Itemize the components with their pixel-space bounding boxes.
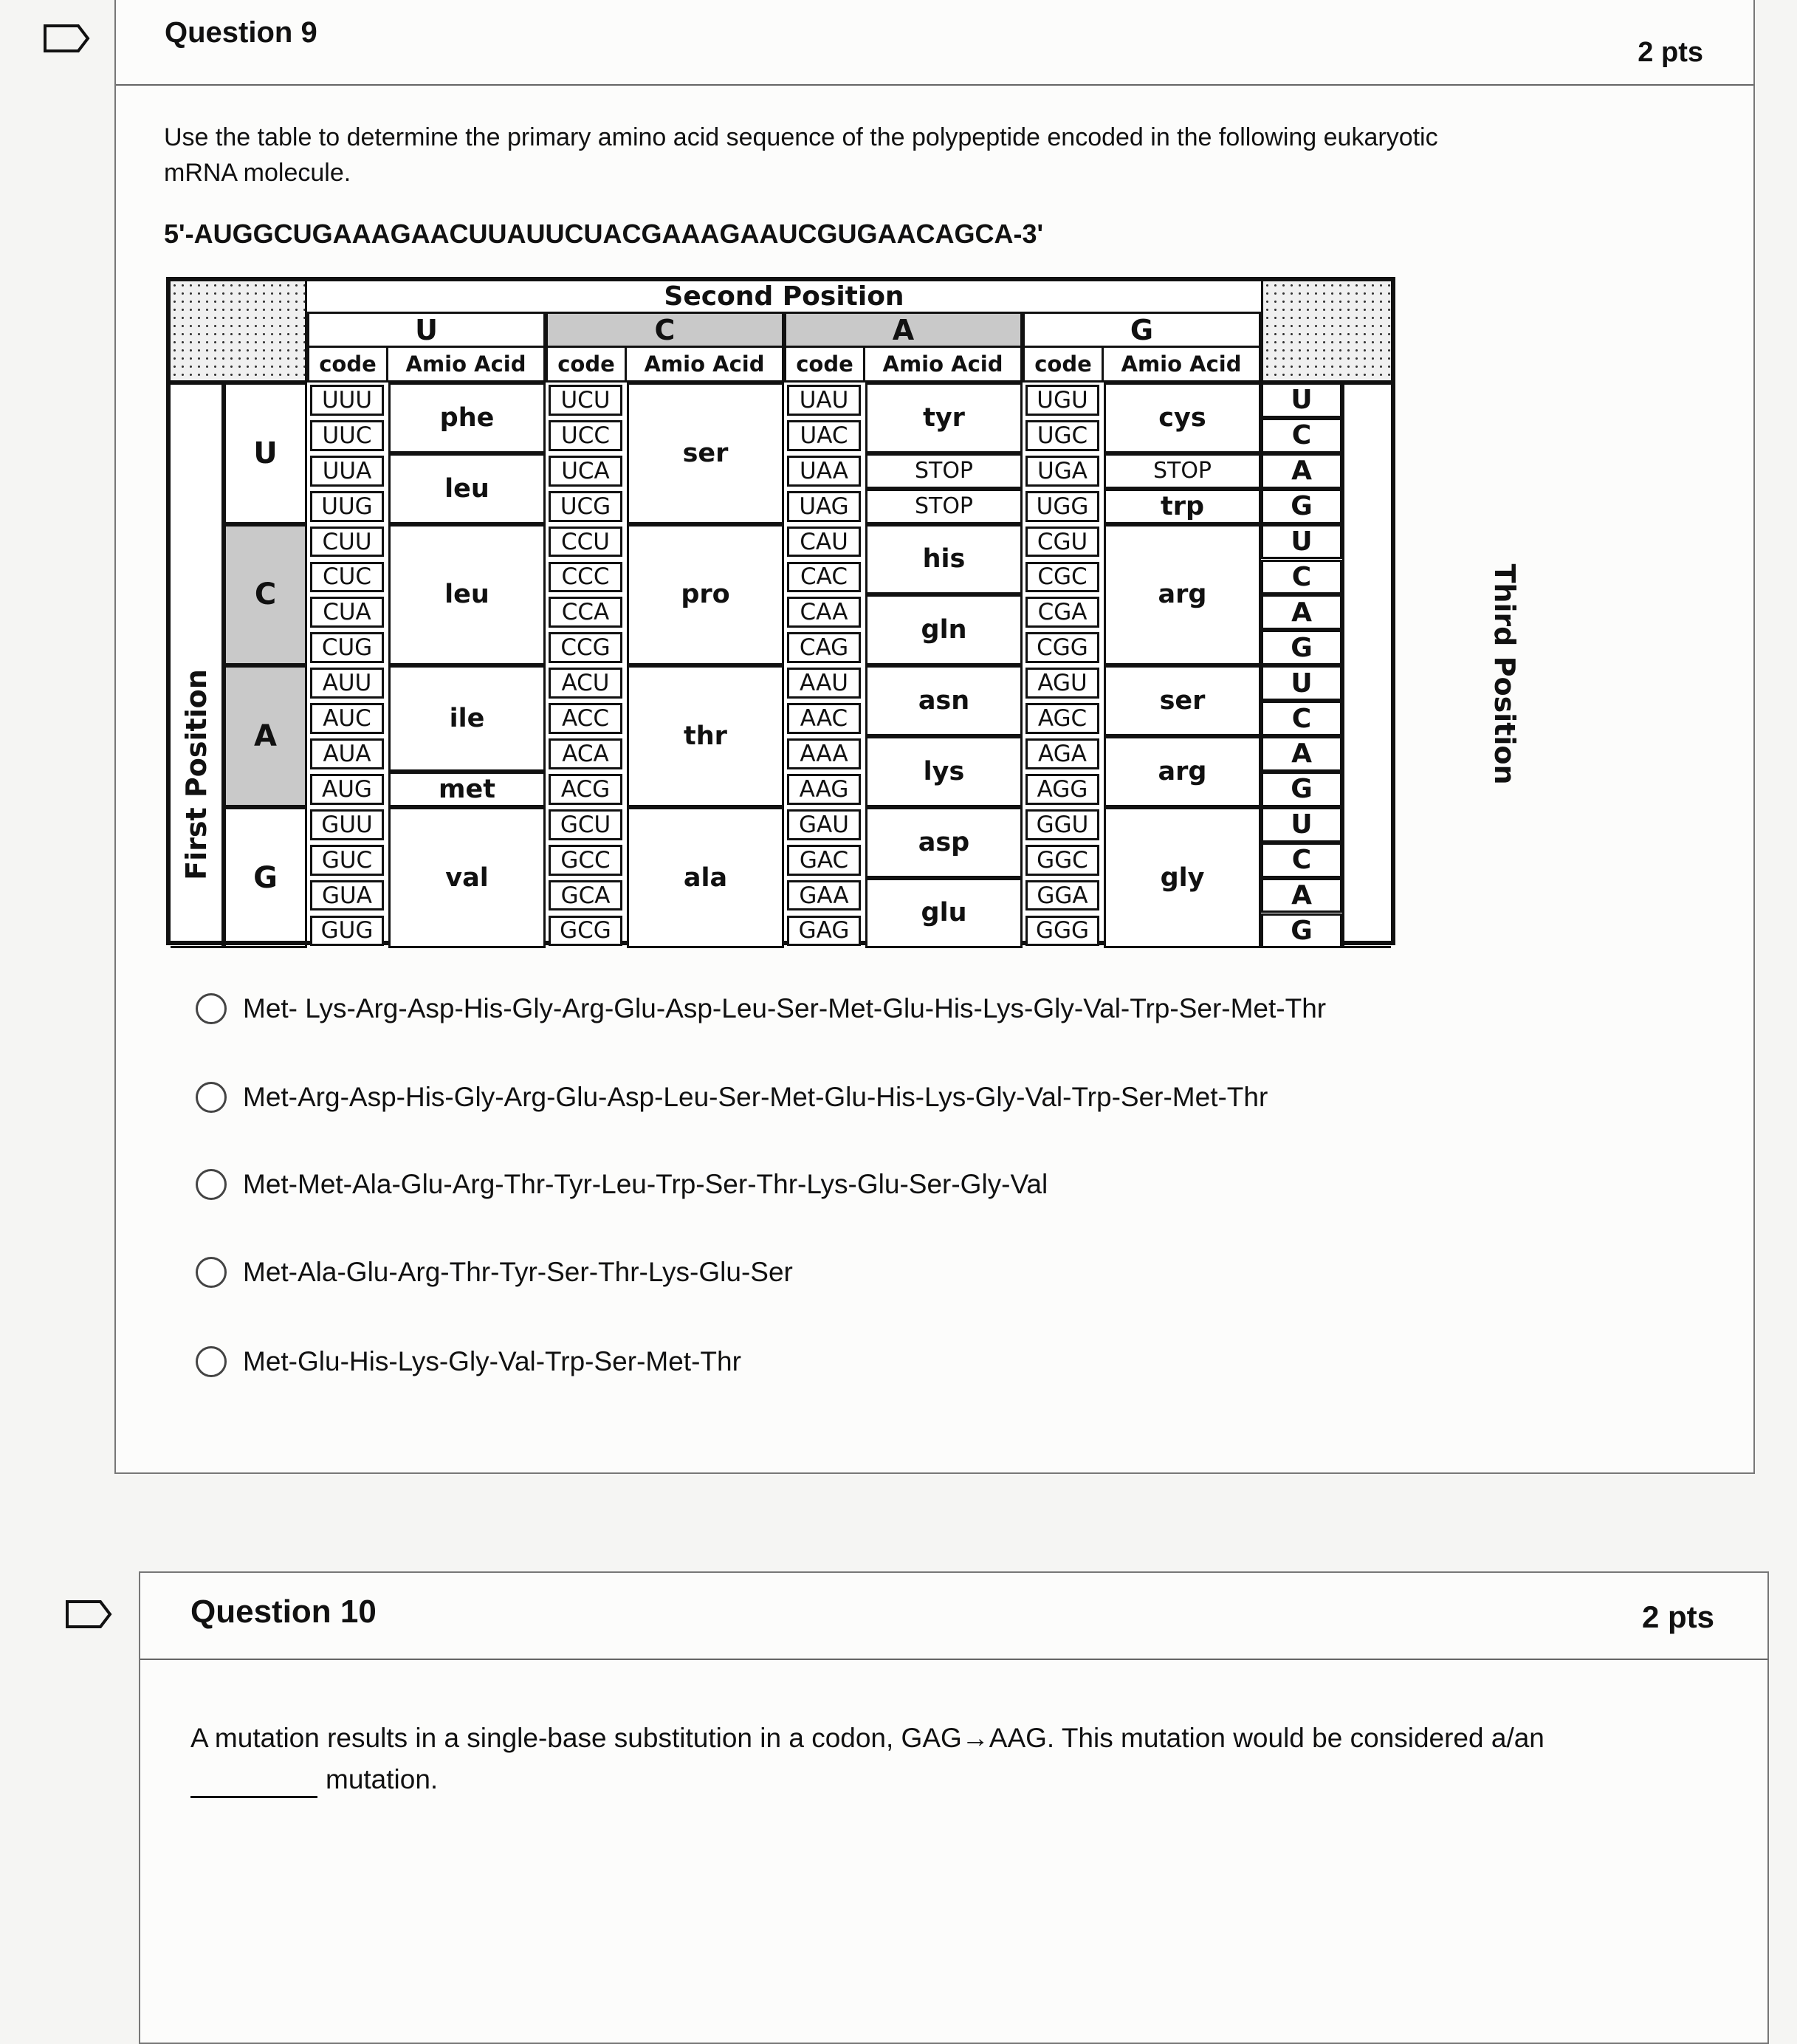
codon-cell: GUG — [310, 916, 384, 947]
third-position-base: G — [1261, 630, 1342, 665]
question-9-header — [116, 0, 1753, 86]
codon-cell: CCG — [549, 632, 622, 663]
codon-cell: AAC — [787, 703, 861, 734]
first-position-base: G — [224, 807, 307, 949]
amino-acid-header: Amio Acid — [1104, 348, 1261, 383]
codon-cell: CAA — [787, 597, 861, 628]
code-header: code — [546, 348, 627, 383]
amino-acid-cell: trp — [1104, 489, 1261, 524]
codon-cell: AAU — [787, 668, 861, 699]
third-position-base: A — [1261, 453, 1342, 489]
codon-cell: AGA — [1025, 738, 1099, 769]
codon-cell: UGA — [1025, 456, 1099, 487]
codon-cell: AGC — [1025, 703, 1099, 734]
amino-acid-cell: his — [865, 524, 1023, 595]
codon-cell: GCA — [549, 880, 622, 911]
codon-cell: UGU — [1025, 385, 1099, 416]
amino-acid-cell: glu — [865, 878, 1023, 949]
second-position-base: U — [307, 314, 546, 348]
amino-acid-cell: STOP — [865, 489, 1023, 524]
prompt-line-1: Use the table to determine the primary amino acid sequence of the polypeptide encoded in the following eukaryotic — [164, 123, 1438, 151]
radio-button[interactable] — [196, 1257, 227, 1288]
prompt-line-2: mRNA molecule. — [164, 159, 351, 187]
first-position-base: A — [224, 665, 307, 807]
answer-option-label[interactable]: Met-Met-Ala-Glu-Arg-Thr-Tyr-Leu-Trp-Ser-Thr-Lys-Glu-Ser-Gly-Val — [243, 1169, 1048, 1199]
answer-option-label[interactable]: Met-Ala-Glu-Arg-Thr-Tyr-Ser-Thr-Lys-Glu-Ser — [243, 1257, 793, 1287]
codon-cell: GCU — [549, 809, 622, 840]
second-position-base: A — [784, 314, 1023, 348]
amino-acid-cell: STOP — [1104, 453, 1261, 489]
codon-cell: GAA — [787, 880, 861, 911]
codon-cell: ACU — [549, 668, 622, 699]
code-header: code — [784, 348, 865, 383]
codon-cell: UCU — [549, 385, 622, 416]
codon-cell: GGU — [1025, 809, 1099, 840]
question-10-points: 2 pts — [1641, 1599, 1714, 1634]
answer-option[interactable] — [196, 1082, 1268, 1113]
answer-option[interactable] — [196, 1257, 793, 1288]
amino-acid-cell: arg — [1104, 736, 1261, 807]
code-header: code — [307, 348, 388, 383]
amino-acid-header: Amio Acid — [865, 348, 1023, 383]
codon-table — [166, 277, 1521, 946]
amino-acid-cell: STOP — [865, 453, 1023, 489]
amino-acid-cell: tyr — [865, 383, 1023, 453]
third-position-base: G — [1261, 489, 1342, 524]
question-10-title: Question 10 — [190, 1594, 377, 1630]
codon-cell: UUG — [310, 491, 384, 522]
answer-option-label[interactable]: Met- Lys-Arg-Asp-His-Gly-Arg-Glu-Asp-Leu-Ser-Met-Glu-His-Lys-Gly-Val-Trp-Ser-Met-Thr — [243, 993, 1327, 1023]
codon-cell: UUA — [310, 456, 384, 487]
third-position-base: U — [1261, 524, 1342, 560]
codon-cell: AGU — [1025, 668, 1099, 699]
codon-cell: AUC — [310, 703, 384, 734]
amino-acid-cell: leu — [388, 453, 546, 524]
question-10-prompt — [190, 1718, 1545, 1800]
table-corner-right — [1261, 281, 1391, 383]
codon-cell: CCA — [549, 597, 622, 628]
codon-cell: GAU — [787, 809, 861, 840]
third-position-base: C — [1261, 560, 1342, 595]
codon-cell: AUU — [310, 668, 384, 699]
question-flag-icon[interactable] — [65, 1599, 112, 1629]
codon-cell: UCA — [549, 456, 622, 487]
third-position-base: G — [1261, 913, 1342, 949]
codon-cell: GCC — [549, 845, 622, 876]
code-header: code — [1023, 348, 1104, 383]
codon-cell: ACG — [549, 774, 622, 805]
prompt-line-2: mutation. — [326, 1764, 439, 1794]
codon-cell: UAC — [787, 420, 861, 451]
fill-in-blank[interactable] — [190, 1796, 317, 1798]
third-position-column — [1342, 383, 1391, 948]
amino-acid-cell: val — [388, 807, 546, 949]
codon-cell: GUA — [310, 880, 384, 911]
codon-cell: CCC — [549, 562, 622, 593]
amino-acid-cell: phe — [388, 383, 546, 453]
codon-cell: UAU — [787, 385, 861, 416]
codon-cell: CGC — [1025, 562, 1099, 593]
amino-acid-cell: thr — [627, 665, 784, 807]
answer-option-label[interactable]: Met-Arg-Asp-His-Gly-Arg-Glu-Asp-Leu-Ser-Met-Glu-His-Lys-Gly-Val-Trp-Ser-Met-Thr — [243, 1082, 1268, 1112]
third-position-base: U — [1261, 807, 1342, 843]
question-flag-icon[interactable] — [43, 24, 90, 53]
third-position-base: A — [1261, 878, 1342, 913]
codon-cell: GUC — [310, 845, 384, 876]
third-position-base: U — [1261, 383, 1342, 418]
amino-acid-cell: arg — [1104, 524, 1261, 666]
answer-option[interactable] — [196, 1169, 1048, 1200]
amino-acid-cell: ser — [1104, 665, 1261, 736]
amino-acid-cell: lys — [865, 736, 1023, 807]
third-position-base: C — [1261, 418, 1342, 453]
third-position-base: C — [1261, 843, 1342, 878]
codon-cell: UGG — [1025, 491, 1099, 522]
codon-cell: CGG — [1025, 632, 1099, 663]
amino-acid-cell: ala — [627, 807, 784, 949]
question-10-header — [140, 1573, 1767, 1660]
codon-cell: GCG — [549, 916, 622, 947]
codon-cell: AAA — [787, 738, 861, 769]
codon-cell: GGA — [1025, 880, 1099, 911]
prompt-line-1: A mutation results in a single-base substitution in a codon, GAG→AAG. This mutation would be considered a/an — [190, 1723, 1545, 1753]
codon-cell: CCU — [549, 527, 622, 558]
codon-cell: CAC — [787, 562, 861, 593]
codon-cell: ACA — [549, 738, 622, 769]
amino-acid-cell: asn — [865, 665, 1023, 736]
codon-cell: UCG — [549, 491, 622, 522]
codon-cell: CAU — [787, 527, 861, 558]
amino-acid-cell: gly — [1104, 807, 1261, 949]
amino-acid-cell: gln — [865, 594, 1023, 665]
amino-acid-cell: cys — [1104, 383, 1261, 453]
radio-button[interactable] — [196, 993, 227, 1024]
amino-acid-header: Amio Acid — [627, 348, 784, 383]
question-10-card — [139, 1571, 1769, 2044]
codon-cell: GUU — [310, 809, 384, 840]
codon-cell: AUA — [310, 738, 384, 769]
codon-cell: CUC — [310, 562, 384, 593]
codon-cell: UGC — [1025, 420, 1099, 451]
amino-acid-cell: met — [388, 772, 546, 807]
third-position-base: U — [1261, 665, 1342, 701]
codon-cell: AGG — [1025, 774, 1099, 805]
codon-cell: GAG — [787, 916, 861, 947]
third-position-base: C — [1261, 701, 1342, 736]
third-position-base: A — [1261, 594, 1342, 630]
second-position-label: Second Position — [307, 281, 1261, 314]
third-position-base: G — [1261, 772, 1342, 807]
table-corner-left — [171, 281, 307, 383]
codon-cell: CAG — [787, 632, 861, 663]
codon-cell: CGA — [1025, 597, 1099, 628]
codon-cell: AAG — [787, 774, 861, 805]
third-position-label: Third Position — [1488, 563, 1521, 785]
codon-cell: CGU — [1025, 527, 1099, 558]
radio-button[interactable] — [196, 1082, 227, 1113]
answer-option-label[interactable]: Met-Glu-His-Lys-Gly-Val-Trp-Ser-Met-Thr — [243, 1346, 741, 1376]
codon-cell: CUA — [310, 597, 384, 628]
second-position-base: C — [546, 314, 784, 348]
codon-cell: UUU — [310, 385, 384, 416]
question-9-points: 2 pts — [1638, 37, 1703, 68]
codon-cell: UAA — [787, 456, 861, 487]
third-position-base: A — [1261, 736, 1342, 772]
amino-acid-cell: ser — [627, 383, 784, 524]
amino-acid-header: Amio Acid — [388, 348, 546, 383]
mrna-sequence: 5'-AUGGCUGAAAGAACUUAUUCUACGAAAGAAUCGUGAACAGCA-3' — [164, 219, 1044, 249]
amino-acid-cell: pro — [627, 524, 784, 666]
question-9-prompt — [164, 120, 1438, 191]
amino-acid-cell: leu — [388, 524, 546, 666]
first-position-base: U — [224, 383, 307, 524]
answer-option[interactable] — [196, 1346, 741, 1377]
codon-cell: GAC — [787, 845, 861, 876]
second-position-base: G — [1023, 314, 1261, 348]
codon-cell: UUC — [310, 420, 384, 451]
radio-button[interactable] — [196, 1169, 227, 1200]
first-position-label: First Position — [180, 669, 213, 880]
codon-cell: GGG — [1025, 916, 1099, 947]
codon-cell: AUG — [310, 774, 384, 805]
radio-button[interactable] — [196, 1346, 227, 1377]
first-position-base: C — [224, 524, 307, 666]
codon-cell: UAG — [787, 491, 861, 522]
codon-cell: ACC — [549, 703, 622, 734]
codon-cell: GGC — [1025, 845, 1099, 876]
codon-cell: CUG — [310, 632, 384, 663]
answer-option[interactable] — [196, 993, 1326, 1024]
amino-acid-cell: ile — [388, 665, 546, 772]
codon-cell: UCC — [549, 420, 622, 451]
amino-acid-cell: asp — [865, 807, 1023, 878]
codon-cell: CUU — [310, 527, 384, 558]
question-9-title: Question 9 — [165, 16, 317, 49]
